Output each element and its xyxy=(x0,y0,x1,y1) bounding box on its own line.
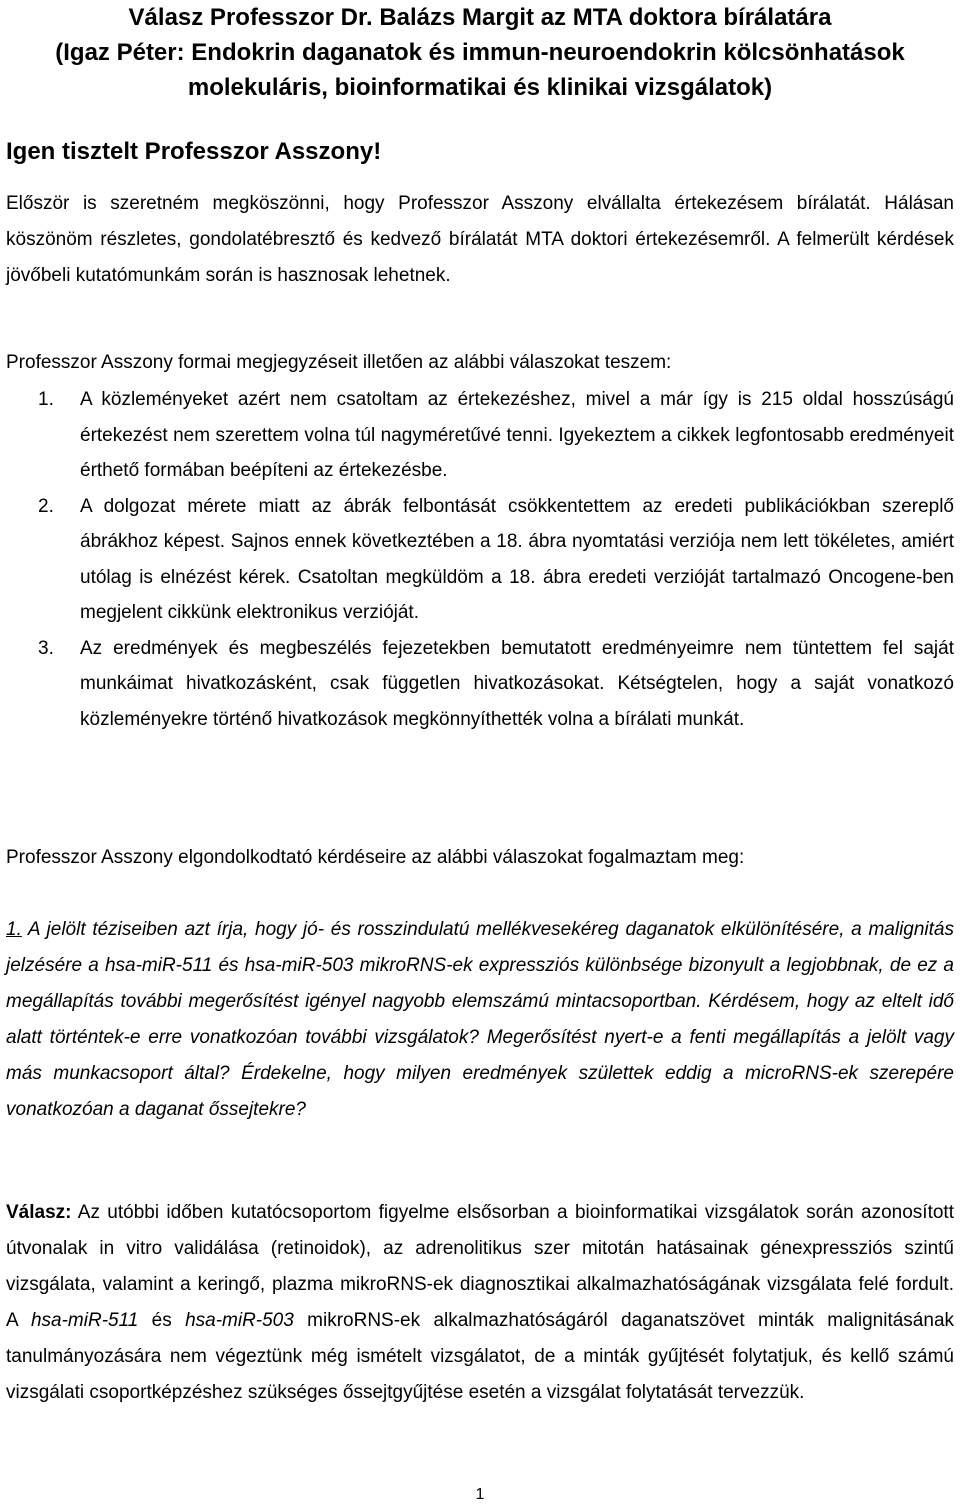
formal-remarks-list xyxy=(6,382,954,737)
list-item-text: A közleményeket azért nem csatoltam az értekezéshez, mivel a már így is 215 oldal hosszúságú értekezést nem szerettem volna túl nagyméretűvé tenni. Igyekeztem a cikkek legfontosabb eredményeit érthető formában beépíteni az értekezésbe. xyxy=(80,389,954,481)
answer-text-2: mikroRNS-ek alkalmazhatóságáról daganatszövet minták malignitásának tanulmányozására nem végeztünk még ismételt vizsgálatot, de a minták gyűjtését folytatjuk, és kellő számú vizsgálati csoportképzéshez szükséges őssejtgyűjtése esetén a vizsgálat folytatását tervezzük. xyxy=(6,1310,955,1403)
title-line-1: Válasz Professzor Dr. Balázs Margit az MTA doktora bírálatára xyxy=(128,4,832,31)
list-item xyxy=(6,631,954,738)
list-item-text: A dolgozat mérete miatt az ábrák felbontását csökkentettem az eredeti publikációkban szereplő ábrákhoz képest. Sajnos ennek következtében a 18. ábra nyomtatási verziója nem lett tökéletes, amiért utólag is elnézést kérek. Csatoltan megküldöm a 18. ábra eredeti verzióját tartalmazó Oncogene-ben megjelent cikkünk elektronikus verzióját. xyxy=(80,495,954,623)
page-number: 1 xyxy=(475,1486,485,1503)
list-item-text: Az eredmények és megbeszélés fejezetekben bemutatott eredményeimre nem tüntettem fel saját munkáimat hivatkozásként, csak független hivatkozásokat. Kétségtelen, hogy a saját vonatkozó közleményekre történő hivatkozások megkönnyíthették volna a bírálati munkát. xyxy=(80,637,954,730)
answer-paragraph xyxy=(6,1195,954,1411)
question-text: A jelölt téziseiben azt írja, hogy jó- és rosszindulatú mellékvesekéreg daganatok elkülönítésére, a malignitás jelzésére a hsa-miR-511 és hsa-miR-503 mikroRNS-ek expressziós különbsége bizonyult a legjobbnak, de ez a megállapítás további megerősítést igényel nagyobb elemszámú mintacsoportban. Kérdésem, hogy az eltelt idő alatt történtek-e erre vonatkozóan további vizsgálatok? Megerősítést nyert-e a fenti megállapítás a jelölt vagy más munkacsoport által? Érdekelne, hogy milyen eredmények születtek eddig a microRNS-ek szerepére vonatkozóan a daganat őssejtekre? xyxy=(6,919,954,1120)
answer-label: Válasz: xyxy=(6,1202,72,1223)
answer-text-1: Az utóbbi időben kutatócsoportom figyelme elsősorban a bioinformatikai vizsgálatok során azonosított útvonalak in vitro validálása (retinoidok), az adrenolitikus szer mitotán hatásainak génexpressziós szintű vizsgálata, valamint a keringő, plazma mikroRNS-ek diagnosztikai alkalmazhatóságának vizsgálata felé fordult. A xyxy=(6,1202,954,1331)
mirna-503: hsa-miR-503 xyxy=(185,1310,294,1331)
list-item xyxy=(6,382,954,489)
document-title xyxy=(0,0,960,105)
list-item xyxy=(6,489,954,631)
questions-intro: Professzor Asszony elgondolkodtató kérdéseire az alábbi válaszokat fogalmaztam meg: xyxy=(6,847,745,868)
question-number: 1. xyxy=(6,919,22,940)
intro-paragraph: Először is szeretném megköszönni, hogy Professzor Asszony elvállalta értekezésem bírálatát. Hálásan köszönöm részletes, gondolatébresztő és kedvező bírálatát MTA doktori értekezésemről. A felmerült kérdések jövőbeli kutatómunkám során is hasznosak lehetnek. xyxy=(6,193,954,286)
question-1 xyxy=(6,912,954,1128)
title-line-2: (Igaz Péter: Endokrin daganatok és immun-neuroendokrin kölcsönhatások xyxy=(55,39,905,66)
greeting: Igen tisztelt Professzor Asszony! xyxy=(6,138,382,165)
formal-remarks-intro: Professzor Asszony formai megjegyzéseit illetően az alábbi válaszokat teszem: xyxy=(6,352,672,373)
answer-conjunction: és xyxy=(138,1310,186,1331)
title-line-3: molekuláris, bioinformatikai és klinikai vizsgálatok) xyxy=(187,74,773,101)
mirna-511: hsa-miR-511 xyxy=(30,1310,139,1331)
list-item-number: 1. xyxy=(38,389,54,410)
list-item-number: 3. xyxy=(38,637,54,659)
list-item-number: 2. xyxy=(38,495,54,517)
